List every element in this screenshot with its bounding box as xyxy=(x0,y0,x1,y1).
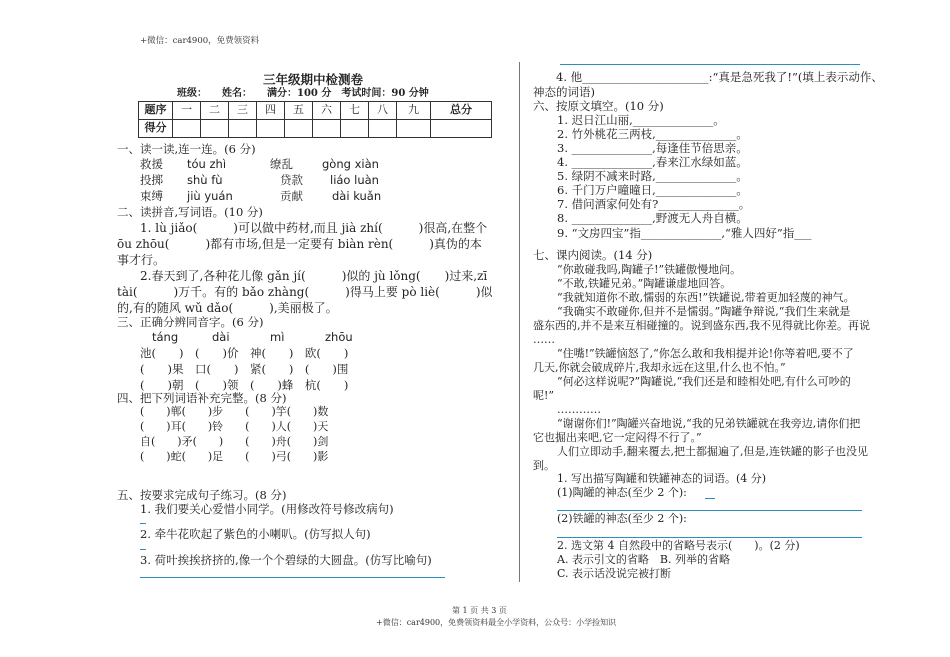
q4-line: 4. 他______________________:“真是急死我了!”(填上表示动作、 xyxy=(556,70,883,84)
s2-p2-line: tài( )万千。有的 bǎo zhàng( )得马上要 pò liè( )似 xyxy=(117,285,493,299)
word: 束缚 xyxy=(140,189,163,203)
passage-line: “住嘴!”铁罐恼怒了,“你怎么敢和我相提并论!你等着吧,要不了 xyxy=(557,347,854,360)
passage-line: “我就知道你不敢,懦弱的东西!”铁罐说,带着更加轻蔑的神气。 xyxy=(557,291,855,304)
score-header-cell: 三 xyxy=(229,102,257,120)
s6-item: 7. 借问酒家何处有?______________。 xyxy=(557,197,751,211)
q4-line: 神态的词语) xyxy=(533,85,595,99)
section-1-title: 一、读一读,连一连。(6 分) xyxy=(117,142,256,156)
s6-item: 2. 竹外桃花三两枝,______________。 xyxy=(557,127,748,141)
pinyin: jiù yuán xyxy=(187,189,233,203)
word: 贡献 xyxy=(280,189,303,203)
s2-p1-line: 1. lù jiǎo( )可以做中药材,而且 jià zhí( )很高,在整个 xyxy=(140,221,488,235)
s6-item: 9. “文房四宝”指______________,“雅人四好”指___ xyxy=(557,226,812,240)
score-header-cell: 八 xyxy=(369,102,397,120)
score-cell[interactable] xyxy=(173,120,201,138)
score-cell[interactable] xyxy=(313,120,341,138)
pinyin: dài kuǎn xyxy=(332,189,382,203)
pinyin: gòng xiàn xyxy=(322,157,379,171)
answer-line[interactable] xyxy=(705,498,715,499)
passage-line: 几天,你就会破成碎片,我却永远在这里,什么也不怕。” xyxy=(533,361,786,374)
answer-line[interactable] xyxy=(140,577,445,578)
score-cell[interactable] xyxy=(369,120,397,138)
section-5-title: 五、按要求完成句子练习。(8 分) xyxy=(117,488,287,502)
pinyin: liáo luàn xyxy=(330,173,379,187)
score-label: 得分 xyxy=(139,120,173,138)
score-header-cell: 二 xyxy=(201,102,229,120)
score-header-row xyxy=(139,102,492,120)
s4-row: ( )耳( )铃 ( )人( )天 xyxy=(140,420,329,433)
s5-item: 1. 我们要关心爱惜小同学。(用修改符号修改病句) xyxy=(140,502,394,516)
score-cell[interactable] xyxy=(341,120,369,138)
score-header-cell: 六 xyxy=(313,102,341,120)
reading-q1a: (1)陶罐的神态(至少 2 个): xyxy=(557,486,687,499)
score-cell[interactable] xyxy=(201,120,229,138)
word: 救援 xyxy=(140,157,163,171)
word: 缭乱 xyxy=(270,157,293,171)
s3-row: ( )朝 ( )领 ( )蜂 杭( ) xyxy=(140,378,349,392)
s5-item: 2. 牵牛花吹起了紫色的小喇叭。(仿写拟人句) xyxy=(140,527,371,541)
reading-q2-option-c: C. 表示话没说完被打断 xyxy=(557,567,672,580)
score-cell[interactable] xyxy=(257,120,285,138)
s2-p1-line: 事才行。 xyxy=(117,253,166,267)
reading-q2: 2. 选文第 4 自然段中的省略号表示( )。(2 分) xyxy=(557,539,800,552)
passage-line: “谢谢你们!”陶罐兴奋地说,“我的兄弟铁罐就在我旁边,请你们把 xyxy=(557,417,861,430)
section-4-title: 四、把下列词语补充完整。(8 分) xyxy=(117,391,287,405)
exam-info: 班级： 姓名： 满分：100 分 考试时间：90 分钟 xyxy=(177,88,429,99)
header-note: +微信：car4900，免费领资料 xyxy=(140,36,260,46)
score-header-cell: 九 xyxy=(397,102,431,120)
s6-item: 1. 迟日江山丽,______________。 xyxy=(557,113,725,127)
answer-line[interactable] xyxy=(140,523,146,524)
section-7-title: 七、课内阅读。(14 分) xyxy=(533,248,653,262)
answer-line[interactable] xyxy=(560,64,860,65)
score-table xyxy=(138,101,492,138)
s6-item: 8. ______________,野渡无人舟自横。 xyxy=(557,211,748,225)
score-header-cell: 五 xyxy=(285,102,313,120)
footer-note: +微信：car4900，免费领资料最全小学资料，公众号：小学捡知识 xyxy=(376,618,617,627)
section-6-title: 六、按原文填空。(10 分) xyxy=(533,99,664,113)
passage-line: “何必这样说呢?”陶罐说,“我们还是和睦相处吧,有什么可吵的 xyxy=(557,375,851,388)
s5-item: 3. 荷叶挨挨挤挤的,像一个个碧绿的大圆盘。(仿写比喻句) xyxy=(140,553,432,567)
reading-q1: 1. 写出描写陶罐和铁罐神态的词语。(4 分) xyxy=(557,472,767,485)
pinyin: mì xyxy=(270,330,285,344)
passage-line: …… xyxy=(533,333,555,346)
score-cell[interactable] xyxy=(229,120,257,138)
section-2-title: 二、读拼音,写词语。(10 分) xyxy=(117,205,263,219)
s4-row: ( )蛇( )足 ( )弓( )影 xyxy=(140,450,329,463)
pinyin: dài xyxy=(212,330,230,344)
pinyin: tóu zhì xyxy=(187,157,227,171)
score-header-cell: 四 xyxy=(257,102,285,120)
s4-row: ( )郸( )步 ( )竽( )数 xyxy=(140,405,329,418)
s6-item: 6. 千门万户曈曈日,______________。 xyxy=(557,183,748,197)
s2-p2-line: 2.春天到了,各种花儿像 gǎn jí( )似的 jù lǒng( )过来,zī xyxy=(140,269,488,283)
score-cell[interactable] xyxy=(285,120,313,138)
page-number: 第 1 页 共 3 页 xyxy=(452,606,507,615)
s3-row: ( )果 口( ) 紧( ) ( )围 xyxy=(140,362,349,376)
exam-title: 三年级期中检测卷 xyxy=(263,72,364,87)
passage-line: ………… xyxy=(557,403,601,416)
answer-line[interactable] xyxy=(557,510,862,511)
score-header-cell: 七 xyxy=(341,102,369,120)
reading-q2-options: A. 表示引文的省略 B. 列举的省略 xyxy=(557,553,731,566)
word: 投掷 xyxy=(140,173,163,187)
pinyin: táng xyxy=(152,330,179,344)
s2-p2-line: 的,有的随风 wǔ dǎo( ),美丽极了。 xyxy=(117,301,338,315)
score-header-cell: 总分 xyxy=(431,102,492,120)
passage-line: 人们立即动手,翻来覆去,把土都掘遍了,但是,连铁罐的影子也没见 xyxy=(557,445,868,458)
column-divider xyxy=(519,62,520,582)
s3-row: 池( ) ( )价 神( ) 欧( ) xyxy=(140,346,349,360)
s6-item: 5. 绿阴不减来时路,______________。 xyxy=(557,169,748,183)
reading-q1b: (2)铁罐的神态(至少 2 个): xyxy=(557,512,687,525)
answer-line[interactable] xyxy=(140,549,146,550)
answer-line[interactable] xyxy=(557,537,862,538)
score-value-row xyxy=(139,120,492,138)
s6-item: 3. ______________,每逢佳节倍思亲。 xyxy=(557,141,748,155)
section-3-title: 三、正确分辨同音字。(6 分) xyxy=(117,315,264,329)
passage-line: 呢!” xyxy=(533,389,555,402)
score-header-cell: 一 xyxy=(173,102,201,120)
passage-line: “不敢,铁罐兄弟。”陶罐谦虚地回答。 xyxy=(557,277,732,290)
score-cell[interactable] xyxy=(397,120,431,138)
passage-line: 它也掘出来吧,它一定闷得不行了。” xyxy=(533,431,702,444)
s2-p1-line: ōu zhōu( )都有市场,但是一定要有 biàn rèn( )真伪的本 xyxy=(117,237,482,251)
pinyin: shù fù xyxy=(187,173,223,187)
passage-line: “你敢碰我吗,陶罐子!”铁罐傲慢地问。 xyxy=(557,263,742,276)
s4-row: 自( )矛( ) ( )舟( )剑 xyxy=(140,435,329,448)
score-cell[interactable] xyxy=(431,120,492,138)
word: 贷款 xyxy=(280,173,303,187)
score-header-cell: 题序 xyxy=(139,102,173,120)
pinyin: zhōu xyxy=(325,330,353,344)
passage-line: “我确实不敢碰你,但并不是懦弱。”陶罐争辩说,“我们生来就是 xyxy=(557,305,851,318)
s6-item: 4. ______________,春来江水绿如蓝。 xyxy=(557,155,748,169)
passage-line: 盛东西的,并不是来互相碰撞的。说到盛东西,我不见得就比你差。再说 xyxy=(533,319,870,332)
passage-line: 到。 xyxy=(533,459,555,472)
